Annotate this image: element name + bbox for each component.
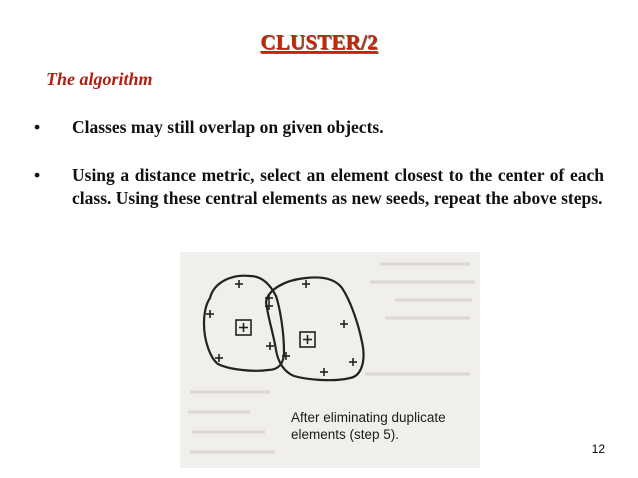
bullet-item: [34, 116, 604, 139]
bullet-text: Using a distance metric, select an element closest to the center of each class. Using these central elements as new seeds, repeat the above steps.: [72, 165, 604, 208]
bullet-marker: •: [34, 117, 41, 137]
right-cluster-center: [300, 332, 315, 347]
slide-title: CLUSTER/2: [260, 30, 378, 54]
right-cluster-outline: [266, 277, 364, 380]
caption-line: After eliminating duplicate: [291, 410, 446, 425]
cluster-figure: [180, 252, 480, 468]
bullet-item: [34, 164, 604, 210]
bullet-marker: •: [34, 165, 41, 185]
bullet-text: Classes may still overlap on given objects.: [72, 117, 384, 137]
page-number: 12: [591, 442, 605, 456]
caption-line: elements (step 5).: [291, 427, 400, 442]
left-cluster-center: [236, 320, 251, 335]
slide-subtitle: The algorithm: [46, 69, 153, 89]
figure-caption: [291, 409, 446, 443]
left-cluster-points: [206, 280, 274, 362]
bullet-list: [34, 116, 604, 235]
